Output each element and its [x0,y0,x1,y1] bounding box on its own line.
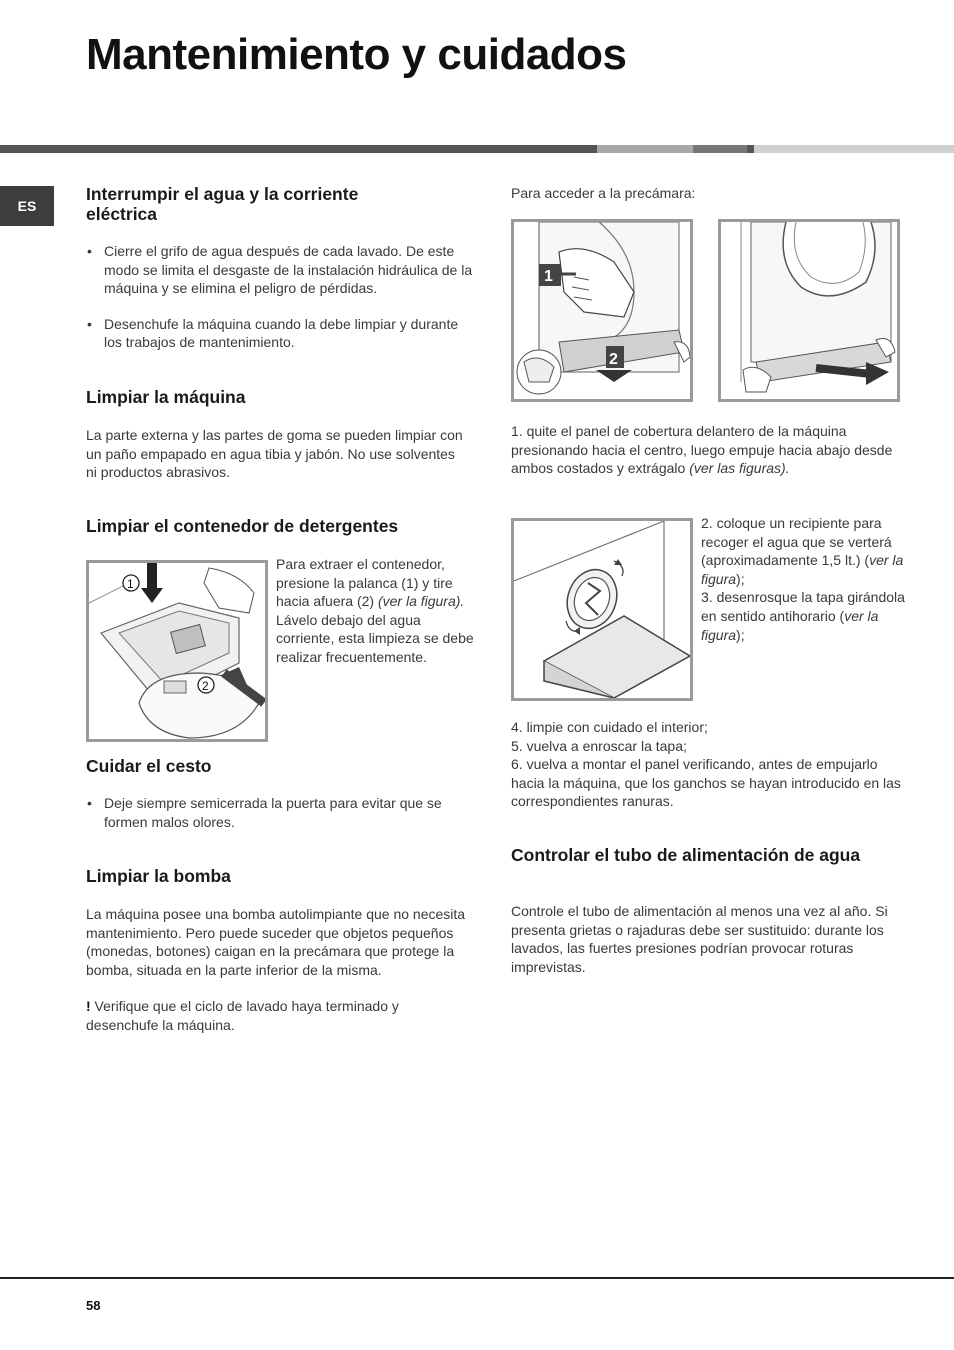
paragraph-tubo: Controle el tubo de alimentación al menos una vez al año. Si presenta grietas o rajaduras debe ser sustituido: durante los lavados, las fuertes presiones podrían provocar roturas imprevistas. [511,903,888,975]
bullet-list-cesto [86,794,476,831]
list-item: • Desenchufe la máquina cuando la debe limpiar y durante los trabajos de mantenimiento. [86,315,476,352]
header-rule-accent [747,145,754,153]
figure-panel-press [511,219,693,402]
figure-pump-cap [511,518,693,701]
section-heading-interrumpir: Interrumpir el agua y la corriente eléctrica [86,184,359,224]
language-tab: ES [0,186,54,226]
step-1-text: 1. quite el panel de cobertura delantero de la máquina presionando hacia el centro, luego empuje hacia abajo desde ambos costados y extrágalo [511,423,893,477]
header-rule-dark2 [693,145,747,153]
step-1-ref: (ver las figuras). [689,460,790,477]
paragraph-bomba: La máquina posee una bomba autolimpiante que no necesita mantenimiento. Pero puede suceder que objetos pequeños (monedas, botones) caigan en la precámara que protege la bomba, situada en la parte inferior de la misma. [86,906,466,978]
bullet-list-interrumpir [86,242,476,352]
header-rule-mid [597,145,693,153]
step-1 [511,422,896,478]
paragraph-contenedor [276,555,476,667]
paragraph-contenedor-a: Para extraer el contenedor, presione la palanca (1) y tire hacia afuera (2) [276,556,453,610]
step-3-ref: ver la figura [701,607,879,643]
footer-rule [0,1277,954,1279]
page-title: Mantenimiento y cuidados [86,30,627,79]
step-2-text: 2. coloque un recipiente para recoger el agua que se verterá (aproximadamente 1,5 lt.) ( [701,515,892,569]
header-rule-dark [0,145,597,153]
warning-icon: ! [86,998,91,1014]
figure-label-2: 2 [609,351,618,368]
page-number: 58 [86,1298,101,1313]
step-2-ref: ver la figura [701,552,904,587]
paragraph-limpiar-maquina: La parte externa y las partes de goma se pueden limpiar con un paño empapado en agua tibia y jabón. No use solventes ni productos abrasivos. [86,427,463,481]
step-4: 4. limpie con cuidado el interior; [511,719,708,735]
section-heading-tubo: Controlar el tubo de alimentación de agua [511,845,861,865]
paragraph-contenedor-ref: (ver la figura). [377,593,465,610]
figure-panel-pull [718,219,900,402]
section-heading-limpiar-maquina: Limpiar la máquina [86,387,246,407]
step-3-end: ); [736,626,745,643]
step-6: 6. vuelva a montar el panel verificando, antes de empujarlo hacia la máquina, que los ganchos se hayan introducido en las correspondientes ranuras. [511,756,901,810]
figure-label-2: 2 [202,679,209,693]
list-item: • Deje siempre semicerrada la puerta para evitar que se formen malos olores. [86,794,476,831]
steps-2-3 [701,514,906,644]
figure-detergent-drawer [86,560,268,742]
step-3-text: 3. desenrosque la tapa girándola en sentido antihorario ( [701,589,905,624]
figure-label-1: 1 [544,268,553,285]
list-item: • Cierre el grifo de agua después de cada lavado. De este modo se limita el desgaste de la instalación hidráulica de la máquina y se elimina el peligro de pérdidas. [86,242,476,298]
figure-label-1: 1 [127,577,134,591]
intro-precamara: Para acceder a la precámara: [511,185,696,201]
paragraph-contenedor-b: Lávelo debajo del agua corriente, esta limpieza se debe realizar frecuentemente. [276,611,474,665]
step-2 [701,514,906,588]
step-5: 5. vuelva a enroscar la tapa; [511,738,687,754]
section-heading-contenedor: Limpiar el contenedor de detergentes [86,516,399,536]
step-2-end: ); [736,570,745,587]
warning-bomba [86,997,466,1034]
warning-text: Verifique que el ciclo de lavado haya terminado y desenchufe la máquina. [86,998,399,1033]
step-3 [701,588,906,644]
section-heading-cesto: Cuidar el cesto [86,756,212,776]
header-rule-light [754,145,954,153]
section-heading-bomba: Limpiar la bomba [86,866,231,886]
